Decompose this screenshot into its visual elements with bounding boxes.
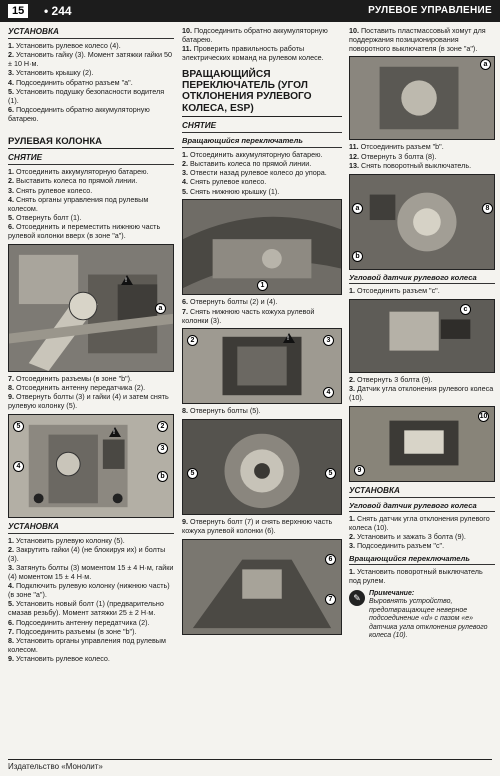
step-item (182, 27, 342, 45)
step-number: 9. (8, 392, 14, 402)
steps-top (349, 27, 495, 53)
note-block (349, 590, 495, 641)
install2-steps (8, 537, 174, 664)
step-item (8, 88, 174, 106)
page-number-value: 244 (51, 4, 72, 18)
step-text: Отсоединить аккумуляторную батарею. (190, 149, 323, 159)
photo-angle-sensor (349, 406, 495, 482)
step-item (8, 393, 174, 411)
callout-5-right: 5 (325, 468, 336, 479)
page-number: • 244 (44, 4, 72, 18)
warning-icon: ! (109, 427, 121, 437)
photo-rotary-switch (349, 174, 495, 270)
step-text: Снять рулевое колесо. (190, 177, 267, 187)
step-number: 4. (8, 194, 14, 204)
step-text: Подсоединить обратно аккумуляторную батарею. (8, 104, 150, 123)
step-text: Установить подушку безопасности водителя (1). (8, 86, 165, 105)
photo-plastic-clamp (349, 56, 495, 140)
step-item (349, 515, 495, 533)
note-title: Примечание: (369, 589, 415, 597)
step-text: Подсоединить разъем "c". (357, 541, 445, 551)
step-text: Отсоединить разъем "c". (357, 285, 440, 295)
removal-steps-4 (182, 518, 342, 536)
step-text: Подсоединить обратно аккумуляторную батарею. (182, 26, 328, 44)
step-number: 1. (349, 567, 355, 577)
callout-10: 10 (479, 412, 488, 420)
photo-steering-column-lower (8, 244, 174, 372)
callout-9: 9 (354, 465, 365, 476)
step-item (8, 223, 174, 241)
step-item (182, 518, 342, 536)
step-item (349, 287, 495, 296)
step-number: 2. (182, 158, 188, 168)
callout-7: 7 (325, 594, 336, 605)
callout-a: a (352, 203, 363, 214)
callout-5-left: 5 (187, 468, 198, 479)
sensor-steps (349, 287, 495, 296)
step-number: 6. (182, 297, 188, 307)
step-item (8, 546, 174, 564)
step-text: Отсоединить аккумуляторную батарею. (16, 167, 149, 177)
callout-a: a (480, 59, 491, 70)
removal-steps-2 (349, 143, 495, 170)
step-number: 10. (349, 26, 359, 35)
step-text: Отвернуть болты (3) и гайки (4) и затем снять рулевую колонку (5). (8, 392, 169, 411)
step-text: Подсоединить разъемы (в зоне "b"). (16, 626, 137, 636)
step-number: 4. (182, 177, 188, 187)
step-number: 4. (8, 77, 14, 87)
install-heading: УСТАНОВКА (349, 486, 495, 498)
step-number: 8. (8, 383, 14, 393)
removal-steps (182, 151, 342, 197)
step-number: 12. (349, 151, 359, 161)
step-text: Отвернуть 3 болта (9). (357, 374, 433, 384)
install-steps (8, 42, 174, 124)
step-text: Проверить правильность работы электрических команд на рулевом колесе. (182, 44, 324, 62)
removal-heading: СНЯТИЕ (182, 121, 342, 133)
column-1 (8, 27, 174, 664)
footer-divider (8, 759, 492, 760)
step-item (349, 568, 495, 586)
step-item (182, 45, 342, 63)
photo-lower-cover (182, 199, 342, 295)
step-number: 2. (8, 176, 14, 186)
step-text: Выставить колеса по прямой линии. (16, 176, 138, 186)
step-text: Затянуть болты (3) моментом 15 ± 4 Н·м, гайки (4) моментом 15 ± 4 Н·м. (8, 563, 174, 582)
step-text: Снять нижнюю часть кожуха рулевой колонки (3). (182, 306, 315, 325)
step-number: 6. (8, 104, 14, 114)
removal-heading: СНЯТИЕ (8, 153, 174, 165)
step-number: 11. (182, 44, 192, 54)
install-steps (349, 515, 495, 551)
install-sensor-heading: Угловой датчик рулевого колеса (349, 501, 495, 512)
step-item (349, 162, 495, 171)
step-number: 4. (8, 581, 14, 591)
photo-bolts-5 (182, 419, 342, 515)
photo-connector-c (349, 299, 495, 373)
warning-icon: ! (121, 275, 133, 285)
rotary-switch-heading: ВРАЩАЮЩИЙСЯ ПЕРЕКЛЮЧАТЕЛЬ (УГОЛ ОТКЛОНЕНИЯ РУЛЕВОГО КОЛЕСА, ESP) (182, 69, 342, 118)
step-number: 2. (8, 545, 14, 555)
callout-4: 4 (323, 387, 334, 398)
removal-steps-3 (182, 407, 342, 416)
step-number: 9. (8, 654, 14, 664)
step-item (182, 308, 342, 326)
install-heading: УСТАНОВКА (8, 27, 174, 39)
step-text: Установить рулевое колесо. (16, 654, 110, 664)
step-number: 5. (8, 213, 14, 223)
step-text: Установить органы управления под рулевым колесом. (8, 636, 166, 654)
step-number: 3. (8, 185, 14, 195)
step-text: Подключить рулевую колонку (нижнюю часть) (в зоне "a"). (8, 581, 170, 600)
step-number: 3. (8, 563, 14, 573)
step-text: Снять поворотный выключатель. (361, 160, 472, 170)
step-number: 1. (182, 149, 188, 159)
step-item (8, 582, 174, 600)
section-title: РУЛЕВОЕ УПРАВЛЕНИЕ (368, 5, 492, 16)
publisher: Издательство «Монолит» (8, 762, 103, 772)
callout-3: 3 (323, 335, 334, 346)
step-item (8, 600, 174, 618)
step-number: 3. (349, 384, 355, 393)
callout-c: c (460, 304, 471, 315)
warning-icon: ! (283, 333, 295, 343)
step-number: 3. (8, 68, 14, 78)
photo-upper-cover (182, 539, 342, 635)
install-steps-2 (349, 568, 495, 586)
step-text: Снять рулевое колесо. (16, 185, 93, 195)
removal-steps (8, 168, 174, 241)
page-header (0, 0, 500, 22)
step-number: 6. (8, 617, 14, 627)
step-item (349, 385, 495, 403)
photo-steering-column-bolts (8, 414, 174, 518)
callout-4: 4 (13, 461, 24, 472)
step-item (8, 51, 174, 69)
step-item (8, 637, 174, 655)
step-number: 7. (8, 373, 14, 383)
step-item (8, 564, 174, 582)
step-item (349, 542, 495, 551)
step-number: 8. (182, 406, 188, 416)
step-number: 13. (349, 160, 359, 170)
callout-2: 2 (157, 421, 168, 432)
step-item (8, 196, 174, 214)
step-number: 10. (182, 26, 192, 35)
step-item (8, 655, 174, 664)
steering-column-heading: РУЛЕВАЯ КОЛОНКА (8, 136, 174, 150)
step-text: Отвернуть болты (5). (190, 406, 261, 416)
step-text: Отвернуть болт (7) и снять верхнюю часть кожуха рулевой колонки (6). (182, 517, 333, 535)
callout-1: 1 (257, 280, 268, 291)
step-text: Отвернуть 3 болта (8). (361, 151, 437, 161)
removal-steps-2 (182, 298, 342, 325)
callout-6: 6 (325, 554, 336, 565)
step-number: 1. (8, 167, 14, 177)
step-text: Установить гайку (3). Момент затяжки гайки 50 ± 10 Н·м. (8, 50, 172, 69)
step-number: 1. (349, 513, 355, 523)
callout-a: a (155, 303, 166, 314)
callout-8: 8 (482, 203, 493, 214)
step-text: Отсоединить разъем "b". (360, 142, 444, 152)
step-number: 7. (182, 306, 188, 316)
step-number: 3. (182, 168, 188, 178)
step-item (8, 106, 174, 124)
step-text: Снять датчик угла отклонения рулевого колеса (10). (349, 513, 490, 532)
info-icon: ✎ (349, 590, 365, 606)
note-text: Выровнять устройство, предотвращающее неверное подсоединение «d» с пазом «e» датчика угла отклонения рулевого колеса (10). (369, 598, 488, 640)
step-number: 1. (349, 285, 355, 295)
step-text: Отвести назад рулевое колесо до упора. (190, 168, 327, 178)
step-text: Отвернуть болт (1). (16, 213, 82, 223)
callout-5: 5 (13, 421, 24, 432)
step-text: Снять нижнюю крышку (1). (190, 186, 280, 196)
photo-column-cover (182, 328, 342, 404)
step-text: Установить поворотный выключатель под рулем. (349, 567, 483, 585)
step-number: 5. (8, 599, 14, 609)
step-text: Подсоединить обратно разъем "a". (16, 77, 133, 87)
step-number: 5. (8, 86, 14, 96)
step-number: 2. (349, 374, 355, 384)
step-number: 5. (182, 186, 188, 196)
step-item (182, 407, 342, 416)
step-number: 9. (182, 517, 188, 527)
step-text: Отсоединить и переместить нижнюю часть рулевой колонки вверх (в зоне "a"). (8, 222, 161, 241)
callout-b: b (157, 471, 168, 482)
chapter-number: 15 (8, 4, 28, 18)
step-number: 2. (349, 531, 355, 541)
step-text: Установить новый болт (1) (предварительно смазав резьбу). Момент затяжки 25 ± 2 Н·м. (8, 599, 164, 618)
step-number: 8. (8, 636, 14, 646)
install-switch-heading: Вращающийся переключатель (349, 554, 495, 565)
step-number: 1. (8, 535, 14, 545)
step-number: 3. (349, 541, 355, 551)
callout-2: 2 (187, 335, 198, 346)
note-body (369, 590, 495, 641)
step-text: Подсоединить антенну передатчика (2). (16, 617, 150, 627)
column-2 (182, 27, 342, 638)
step-number: 6. (8, 222, 14, 232)
step-text: Закрутить гайки (4) (не блокируя их) и болты (3). (8, 545, 166, 564)
step-text: Поставить пластмассовый хомут для поддержания позиционирования поворотного выключателя (в зоне "a"). (349, 26, 486, 53)
sensor-steps-2 (349, 376, 495, 403)
step-text: Установить рулевую колонку (5). (16, 535, 125, 545)
column-3 (349, 27, 495, 641)
step-text: Отсоединить антенну передатчика (2). (16, 383, 146, 393)
step-number: 2. (8, 50, 14, 60)
sensor-heading: Угловой датчик рулевого колеса (349, 273, 495, 284)
steps-top (182, 27, 342, 63)
step-text: Отсоединить разъемы (в зоне "b"). (16, 373, 133, 383)
removal-steps-2 (8, 375, 174, 411)
install2-heading: УСТАНОВКА (8, 522, 174, 534)
step-text: Датчик угла отклонения рулевого колеса (10). (349, 384, 494, 402)
step-text: Отвернуть болты (2) и (4). (190, 297, 278, 307)
step-text: Установить крышку (2). (16, 68, 94, 78)
callout-3: 3 (157, 443, 168, 454)
rotary-switch-subheading: Вращающийся переключатель (182, 136, 342, 147)
step-number: 7. (8, 626, 14, 636)
step-number: 11. (349, 142, 359, 152)
step-text: Снять органы управления под рулевым колесом. (8, 194, 149, 213)
step-number: 1. (8, 41, 14, 50)
step-item (182, 188, 342, 197)
step-text: Установить рулевое колесо (4). (16, 41, 121, 50)
callout-b: b (352, 251, 363, 262)
step-text: Выставить колеса по прямой линии. (190, 158, 312, 168)
step-text: Установить и зажать 3 болта (9). (357, 531, 466, 541)
step-item (349, 27, 495, 53)
